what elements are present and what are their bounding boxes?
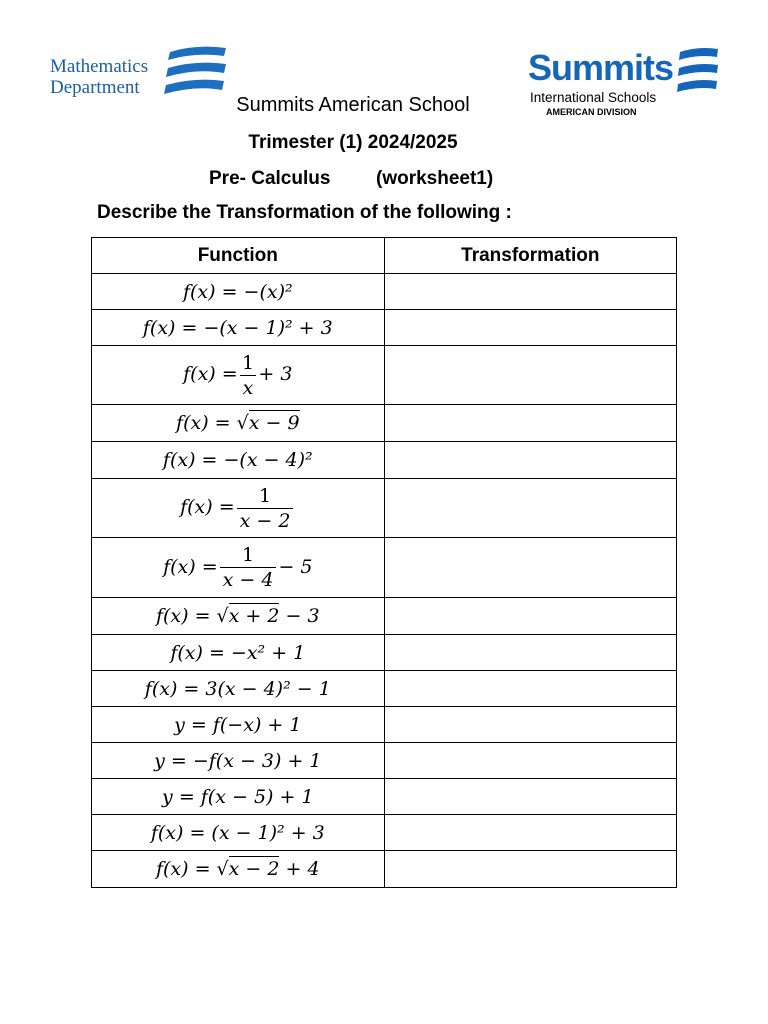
table-row [92, 598, 677, 635]
function-expression: f(x) = $\frac{1}{x - 4}$ − 5 [163, 544, 313, 591]
function-expression: y = f(−x) + 1 [174, 713, 302, 736]
table-row [92, 479, 677, 538]
table-row [92, 346, 677, 405]
transformation-answer-cell[interactable] [384, 707, 676, 743]
transformation-answer-cell[interactable] [384, 310, 676, 346]
column-header-transformation: Transformation [384, 238, 676, 274]
transformation-answer-cell[interactable] [384, 479, 676, 538]
transformation-answer-cell[interactable] [384, 671, 676, 707]
school-logo-line1: International Schools [530, 90, 657, 105]
course-heading: Pre- Calculus [209, 168, 331, 189]
function-expression: f(x) = $\frac{1}{x}$ + 3 [183, 351, 293, 399]
transformation-answer-cell[interactable] [384, 851, 676, 888]
table-row [92, 274, 677, 310]
transformation-answer-cell[interactable] [384, 743, 676, 779]
transformation-table [91, 237, 677, 888]
function-expression: f(x) = −(x − 4)² [162, 449, 313, 471]
instruction: Describe the Transformation of the following : [97, 202, 512, 223]
school-logo-brand: Summits [528, 47, 674, 88]
transformation-answer-cell[interactable] [384, 405, 676, 442]
function-expression: f(x) = √x + 2 − 3 [155, 605, 320, 627]
worksheet-heading: (worksheet1) [376, 168, 494, 189]
function-expression: f(x) = $\frac{1}{x - 2}$ [180, 496, 295, 518]
function-expression: f(x) = √x − 9 [176, 412, 300, 434]
table-row [92, 538, 677, 598]
table-row [92, 310, 677, 346]
table-row [92, 707, 677, 743]
function-expression: f(x) = −(x − 1)² + 3 [142, 316, 333, 339]
function-expression: y = f(x − 5) + 1 [162, 785, 314, 808]
table-row [92, 743, 677, 779]
transformation-answer-cell[interactable] [384, 815, 676, 851]
table-row [92, 779, 677, 815]
transformation-answer-cell[interactable] [384, 598, 676, 635]
function-expression: f(x) = 3(x − 4)² − 1 [144, 677, 331, 700]
transformation-answer-cell[interactable] [384, 346, 676, 405]
transformation-answer-cell[interactable] [384, 779, 676, 815]
term-heading: Trimester (1) 2024/2025 [248, 132, 458, 153]
table-row [92, 442, 677, 479]
transformation-answer-cell[interactable] [384, 442, 676, 479]
table-row [92, 671, 677, 707]
function-expression: f(x) = −(x)² [182, 280, 293, 303]
transformation-answer-cell[interactable] [384, 635, 676, 671]
function-expression: f(x) = √x − 2 + 4 [155, 858, 320, 880]
table-row [92, 405, 677, 442]
school-logo-line2: AMERICAN DIVISION [546, 107, 637, 117]
table-row [92, 851, 677, 888]
table-row [92, 815, 677, 851]
function-expression: f(x) = (x − 1)² + 3 [150, 821, 325, 844]
function-expression: y = −f(x − 3) + 1 [154, 749, 322, 772]
table-header-row [92, 238, 677, 274]
school-name: Summits American School [236, 94, 470, 116]
table-row [92, 635, 677, 671]
column-header-function: Function [92, 238, 385, 274]
transformation-answer-cell[interactable] [384, 274, 676, 310]
transformation-answer-cell[interactable] [384, 538, 676, 598]
function-expression: f(x) = −x² + 1 [170, 641, 306, 664]
department-logo-text: Mathematics Department [50, 56, 149, 98]
